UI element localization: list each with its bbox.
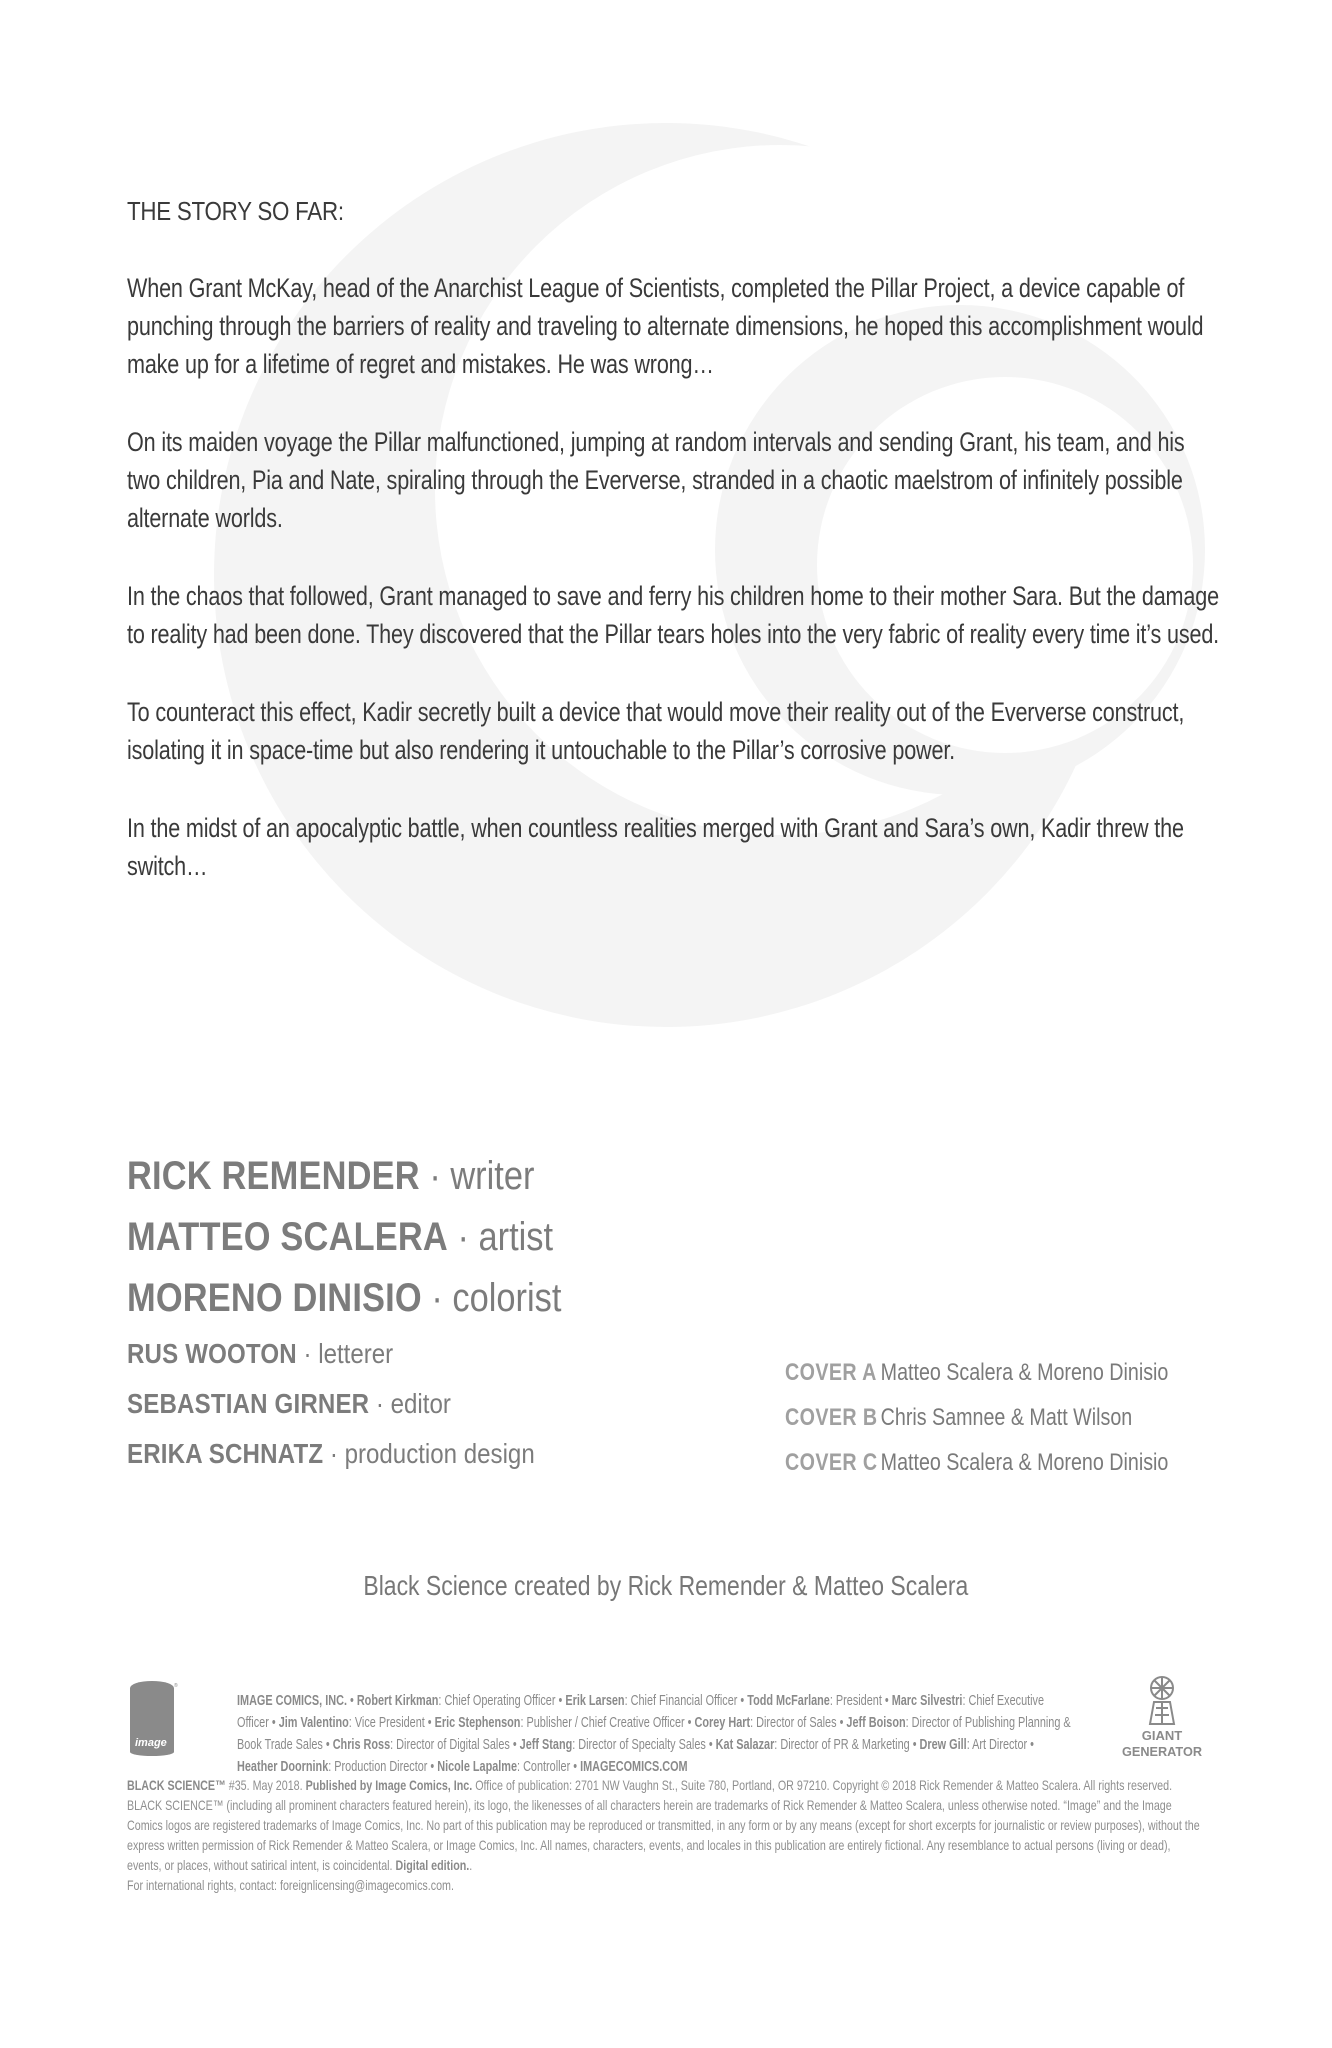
staff-name: Jeff Stang bbox=[519, 1737, 573, 1753]
publisher-staff: IMAGE COMICS, INC. • Robert Kirkman: Chief Operating Officer • Erik Larsen: Chief Financial Officer • Todd McFarlane: President • Marc Silvestri: Chief Executive Officer • Jim Valentino: Vice President • Eric Stephenson: Publisher / Chief Creative Officer • Corey Hart: Director of Sales • Jeff Boison: Director of Publishing Planning & Book Trade Sales • Chris Ross: Director of Digital Sales • Jeff Stang: Director of Specialty Sales • Kat Salazar: Director of PR & Marketing • Drew Gill: Art Director • Heather Doornink: Production Director • Nicole Lapalme: Controller • IMAGECOMICS.COM bbox=[237, 1693, 1071, 1775]
legal-edition-suffix: . bbox=[469, 1857, 473, 1873]
credit-role: · writer bbox=[429, 1154, 535, 1198]
staff-name: Drew Gill bbox=[919, 1737, 967, 1753]
gg-logo-line1: GIANT bbox=[1141, 1728, 1183, 1743]
cover-artists: Matteo Scalera & Moreno Dinisio bbox=[880, 1449, 1169, 1476]
credit-role: · editor bbox=[375, 1388, 451, 1419]
cover-credit bbox=[785, 1440, 1168, 1485]
staff-name: Eric Stephenson bbox=[434, 1715, 521, 1731]
cover-artists: Matteo Scalera & Moreno Dinisio bbox=[880, 1359, 1169, 1386]
credit-role: · letterer bbox=[303, 1338, 394, 1369]
legal-published-by: Published by Image Comics, Inc. bbox=[305, 1777, 473, 1793]
publisher-company: IMAGE COMICS, INC. bbox=[237, 1693, 347, 1709]
staff-title: Chief Executive Officer bbox=[237, 1693, 1045, 1731]
legal-indicia bbox=[127, 1775, 1206, 1895]
credit-writer bbox=[127, 1146, 561, 1207]
legal-issue: #35. May 2018. bbox=[225, 1777, 306, 1793]
credit-artist bbox=[127, 1207, 561, 1268]
image-comics-logo bbox=[127, 1680, 181, 1756]
credit-colorist bbox=[127, 1268, 561, 1329]
staff-title: Controller bbox=[523, 1759, 571, 1775]
credit-letterer bbox=[127, 1329, 561, 1379]
giant-generator-logo bbox=[1120, 1672, 1204, 1760]
cover-label: COVER C bbox=[785, 1449, 878, 1476]
cover-label: COVER B bbox=[785, 1404, 878, 1431]
credit-name: ERIKA SCHNATZ bbox=[127, 1438, 324, 1469]
legal-title: BLACK SCIENCE™ bbox=[127, 1777, 226, 1793]
publisher-website: IMAGECOMICS.COM bbox=[580, 1759, 688, 1775]
staff-title: Director of PR & Marketing bbox=[780, 1737, 910, 1753]
recap-paragraph: When Grant McKay, head of the Anarchist League of Scientists, completed the Pillar Project, a device capable of punching through the barriers of reality and traveling to alternate dimensions, he hoped this accomplishment would make up for a lifetime of regret and mistakes. He was wrong… bbox=[127, 273, 1204, 379]
recap-paragraph: To counteract this effect, Kadir secretly built a device that would move their reality out of the Eververse construct, isolating it in space-time but also rendering it untouchable to the Pillar’s corrosive power. bbox=[127, 697, 1185, 765]
recap-paragraph: In the midst of an apocalyptic battle, when countless realities merged with Grant and Sara’s own, Kadir threw the switch… bbox=[127, 813, 1184, 881]
staff-title: Director of Digital Sales bbox=[396, 1737, 510, 1753]
cover-credit bbox=[785, 1395, 1168, 1440]
staff-title: Director of Sales bbox=[756, 1715, 837, 1731]
credit-role: · artist bbox=[457, 1215, 554, 1259]
story-so-far-heading: THE STORY SO FAR: bbox=[127, 196, 344, 226]
staff-title: Publisher / Chief Creative Officer bbox=[526, 1715, 685, 1731]
staff-name: Robert Kirkman bbox=[356, 1693, 439, 1709]
credit-name: RICK REMENDER bbox=[127, 1154, 420, 1198]
staff-title: Chief Financial Officer bbox=[630, 1693, 738, 1709]
staff-name: Nicole Lapalme bbox=[437, 1759, 518, 1775]
legal-edition: Digital edition. bbox=[395, 1857, 470, 1873]
staff-name: Corey Hart bbox=[694, 1715, 751, 1731]
cover-credits bbox=[785, 1350, 1253, 1485]
staff-name: Jeff Boison bbox=[846, 1715, 906, 1731]
cover-label: COVER A bbox=[785, 1359, 877, 1386]
created-by-text: Black Science created by Rick Remender & Matteo Scalera bbox=[363, 1570, 969, 1601]
staff-name: Erik Larsen bbox=[565, 1693, 625, 1709]
credit-role: · colorist bbox=[431, 1276, 562, 1320]
legal-body: Office of publication: 2701 NW Vaughn St., Suite 780, Portland, OR 97210. Copyright © 2018 Rick Remender & Matteo Scalera. All rights reserved. BLACK SCIENCE™ (including all prominent characters featured herein), its logo, the likenesses of all characters herein are trademarks of Rick Remender & Matteo Scalera, unless otherwise noted. “Image” and the Image Comics logos are registered trademarks of Image Comics, Inc. No part of this publication may be reproduced or transmitted, in any form or by any means (except for short excerpts for journalistic or review purposes), without the express written permission of Rick Remender & Matteo Scalera, or Image Comics, Inc. All names, characters, events, and locales in this publication are entirely fictional. Any resemblance to actual persons (living or dead), events, or places, without satirical intent, is coincidental. bbox=[127, 1777, 1200, 1873]
credit-production-design bbox=[127, 1429, 561, 1479]
staff-name: Jim Valentino bbox=[278, 1715, 349, 1731]
staff-title: Chief Operating Officer bbox=[444, 1693, 556, 1709]
credit-editor bbox=[127, 1379, 561, 1429]
staff-name: Marc Silvestri bbox=[891, 1693, 963, 1709]
staff-title: Art Director bbox=[972, 1737, 1028, 1753]
credit-name: MORENO DINISIO bbox=[127, 1276, 422, 1320]
story-so-far bbox=[127, 196, 1220, 925]
recap-paragraph: On its maiden voyage the Pillar malfunctioned, jumping at random intervals and sending Grant, his team, and his two children, Pia and Nate, spiraling through the Eververse, stranded in a chaotic maelstrom of infinitely possible alternate worlds. bbox=[127, 427, 1185, 533]
staff-title: Production Director bbox=[334, 1759, 428, 1775]
staff-title: Director of Publishing Planning & Book Trade Sales bbox=[237, 1715, 1071, 1753]
cover-credit bbox=[785, 1350, 1168, 1395]
credit-name: RUS WOOTON bbox=[127, 1338, 297, 1369]
staff-title: President bbox=[835, 1693, 882, 1709]
staff-title: Vice President bbox=[354, 1715, 425, 1731]
credit-role: · production design bbox=[329, 1438, 535, 1469]
gg-logo-line2: GENERATOR bbox=[1122, 1744, 1203, 1759]
creator-credits bbox=[127, 1146, 632, 1479]
cover-artists: Chris Samnee & Matt Wilson bbox=[880, 1404, 1133, 1431]
svg-text:®: ® bbox=[174, 1683, 178, 1689]
legal-rights: For international rights, contact: foreignlicensing@imagecomics.com. bbox=[127, 1877, 454, 1893]
staff-name: Todd McFarlane bbox=[747, 1693, 830, 1709]
image-logo-text: image bbox=[135, 1737, 167, 1749]
credit-name: MATTEO SCALERA bbox=[127, 1215, 448, 1259]
recap-paragraph: In the chaos that followed, Grant managed to save and ferry his children home to their mother Sara. But the damage to reality had been done. They discovered that the Pillar tears holes into the very fabric of reality every time it’s used. bbox=[127, 581, 1220, 649]
created-by-line bbox=[0, 1570, 1332, 1602]
credit-name: SEBASTIAN GIRNER bbox=[127, 1388, 370, 1419]
staff-title: Director of Specialty Sales bbox=[578, 1737, 706, 1753]
staff-name: Kat Salazar bbox=[715, 1737, 775, 1753]
staff-name: Heather Doornink bbox=[237, 1759, 329, 1775]
staff-name: Chris Ross bbox=[332, 1737, 391, 1753]
